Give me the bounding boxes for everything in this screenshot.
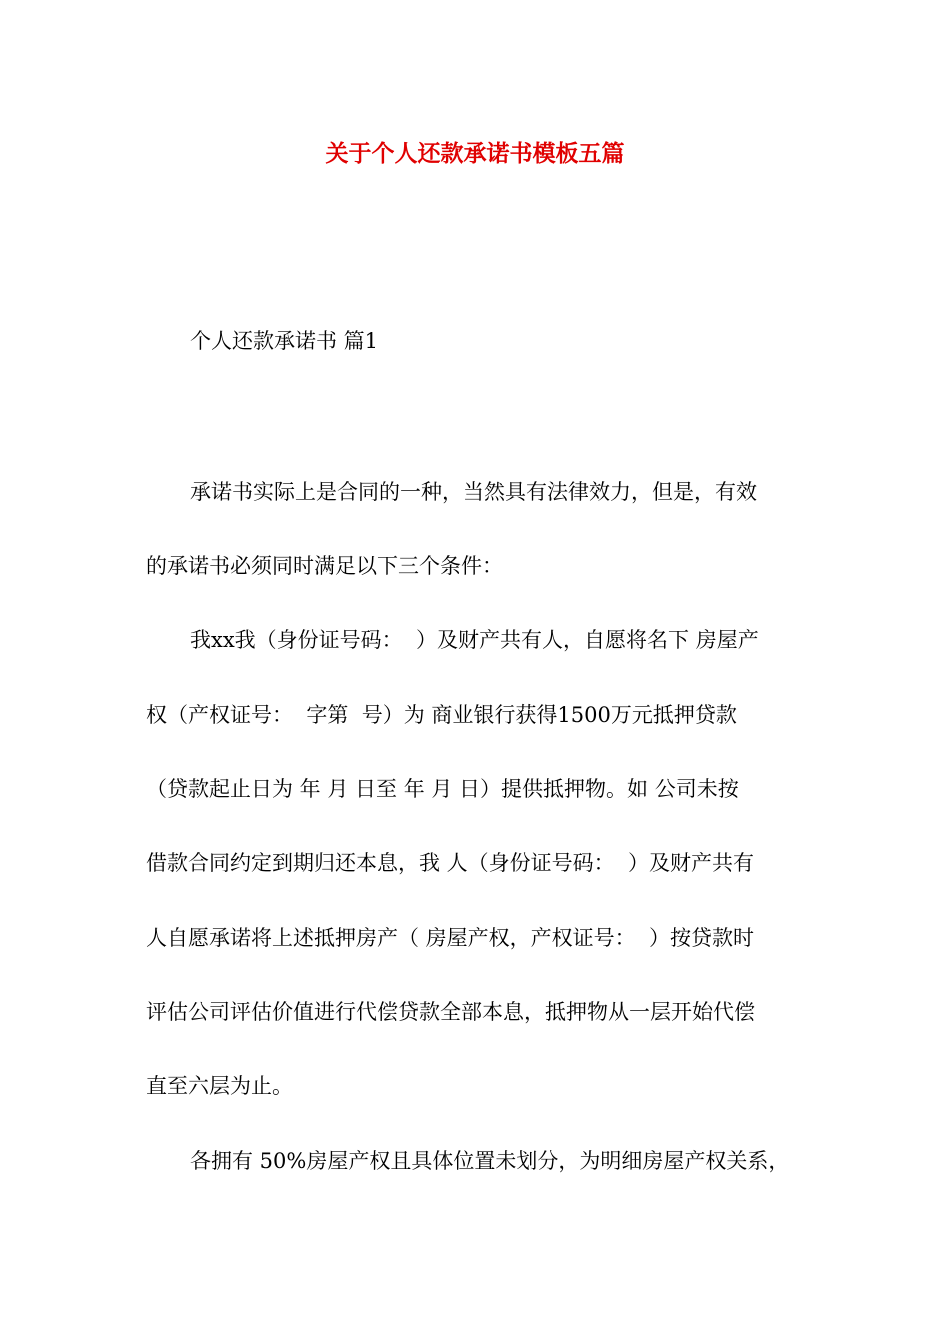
paragraph-line: （贷款起止日为 年 月 日至 年 月 日）提供抵押物。如 公司未按	[146, 777, 739, 801]
paragraph-line: 各拥有 50%房屋产权且具体位置未划分，为明细房屋产权关系，	[190, 1149, 790, 1173]
paragraph-line: 评估公司评估价值进行代偿贷款全部本息，抵押物从一层开始代偿	[146, 1000, 755, 1024]
paragraph-line: 直至六层为止。	[146, 1074, 293, 1098]
paragraph-line: 权（产权证号： 字第 号）为 商业银行获得1500万元抵押贷款	[146, 703, 737, 727]
document-title: 关于个人还款承诺书模板五篇	[325, 141, 625, 167]
paragraph-line: 的承诺书必须同时满足以下三个条件：	[146, 554, 503, 578]
paragraph-line: 借款合同约定到期归还本息，我 人（身份证号码： ）及财产共有	[146, 851, 755, 875]
paragraph-line: 我xx我（身份证号码： ）及财产共有人，自愿将名下 房屋产	[190, 628, 759, 652]
section-heading: 个人还款承诺书 篇1	[190, 329, 379, 353]
paragraph-line: 人自愿承诺将上述抵押房产（ 房屋产权，产权证号： ）按贷款时	[146, 926, 755, 950]
paragraph-line: 承诺书实际上是合同的一种，当然具有法律效力，但是，有效	[190, 480, 757, 504]
